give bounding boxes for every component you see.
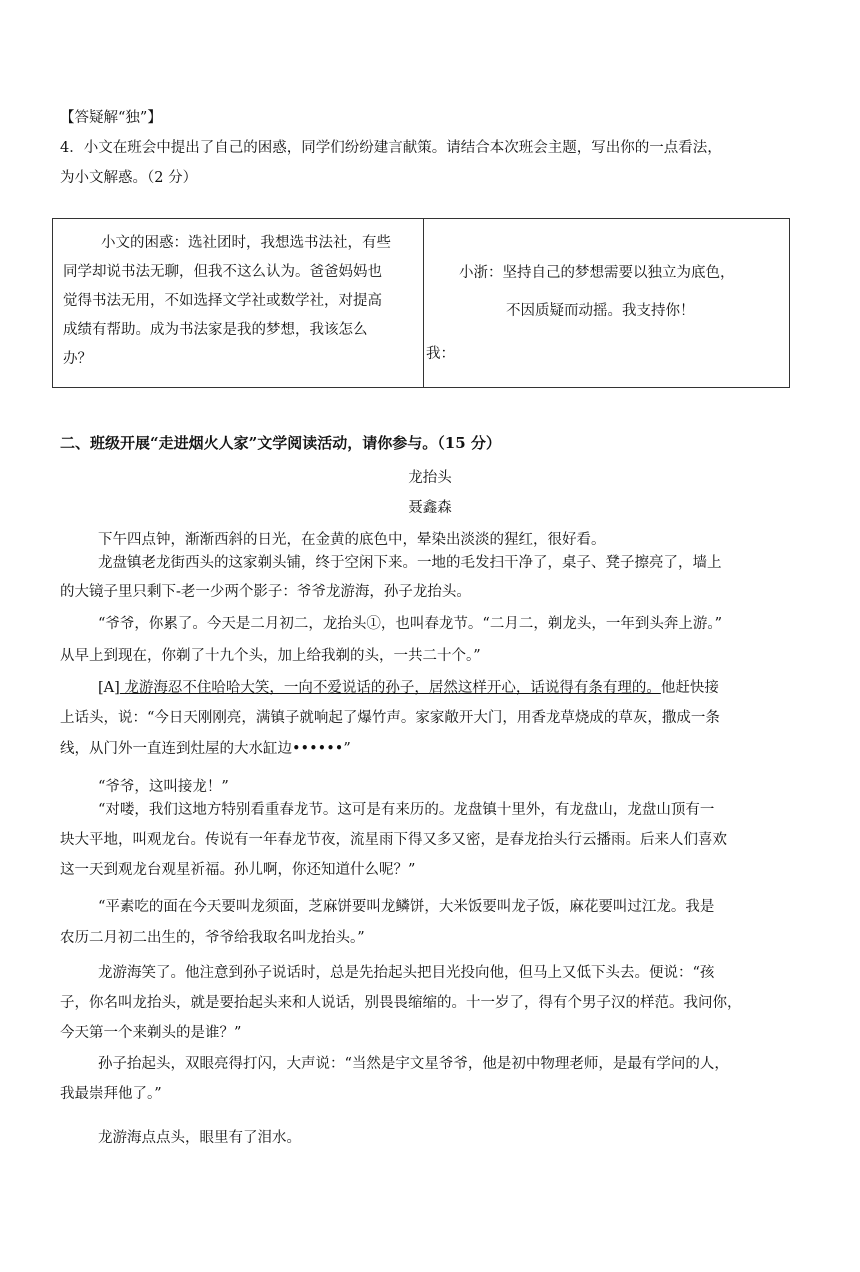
paragraph-line: “平素吃的面在今天要叫龙须面，芝麻饼要叫龙鳞饼，大米饭要叫龙子饭，麻花要叫过江龙。我是 [98, 899, 715, 915]
paragraph-line: 从早上到现在，你剃了十九个头，加上给我剃的头，一共二十个。” [60, 648, 481, 664]
paragraph-line: “爷爷，这叫接龙！” [98, 779, 229, 795]
paragraph-line: 这一天到观龙台观星祈福。孙儿啊，你还知道什么呢？” [60, 862, 416, 878]
underlined-sentence: 龙游海忍不住哈哈大笑，一向不爱说话的孙子，居然这样开心，话说得有条有理的。 [119, 680, 661, 696]
paragraph-line: 的大镜子里只剩下-老一少两个影子：爷爷龙游海，孙子龙抬头。 [60, 584, 471, 600]
confusion-line: 小文的困惑：选社团时，我想选书法社，有些 [101, 235, 391, 251]
response-line-2: 不因质疑而动摇。我支持你！ [506, 303, 695, 319]
paragraph-line: 块大平地，叫观龙台。传说有一年春龙节夜，流星雨下得又多又密，是春龙抬头行云播雨。后来人们喜欢 [60, 832, 727, 848]
answer-label: 我： [426, 346, 455, 362]
confusion-line: 办？ [63, 351, 92, 367]
paragraph-line: 我最崇拜他了。” [60, 1086, 162, 1102]
confusion-line: 成绩有帮助。成为书法家是我的梦想，我该怎么 [63, 322, 368, 338]
confusion-line: 同学却说书法无聊，但我不这么认为。爸爸妈妈也 [63, 264, 382, 280]
table-cell-confusion [63, 229, 415, 374]
sentence-continuation: 他赶快接 [660, 680, 719, 696]
paragraph-line: 子，你名叫龙抬头，就是要抬起头来和人说话，别畏畏缩缩的。十一岁了，得有个男子汉的样范。我问你， [60, 995, 742, 1011]
paragraph-line: 上话头，说：“今日天刚刚亮，满镇子就响起了爆竹声。家家敞开大门，用香龙草烧成的草灰，撒成一条 [60, 710, 720, 726]
question-line-2: 为小文解惑。（2 分） [60, 170, 198, 186]
story-title: 龙抬头 [408, 470, 452, 486]
paragraph-line: 农历二月初二出生的，爷爷给我取名叫龙抬头。” [60, 930, 365, 946]
qa-table [52, 218, 790, 388]
story-author: 聂鑫森 [408, 500, 452, 516]
paragraph-line: 今天第一个来剃头的是谁？” [60, 1025, 242, 1041]
paragraph-line: 龙游海点点头，眼里有了泪水。 [98, 1130, 301, 1146]
paragraph-line: “对喽，我们这地方特别看重春龙节。这可是有来历的。龙盘镇十里外，有龙盘山，龙盘山顶有一 [98, 802, 715, 818]
section-label: 【答疑解“独”】 [60, 110, 162, 126]
paragraph-line: 下午四点钟，渐渐西斜的日光，在金黄的底色中，晕染出淡淡的猩红，很好看。 [98, 532, 606, 548]
paragraph-line: 龙游海笑了。他注意到孙子说话时，总是先抬起头把目光投向他，但马上又低下头去。便说：“孩 [98, 965, 715, 981]
table-cell-response [424, 219, 790, 387]
response-line-1: 小浙：坚持自己的梦想需要以独立为底色， [459, 265, 735, 281]
paragraph-line: “爷爷，你累了。今天是二月初二，龙抬头①，也叫春龙节。“二月二，剃龙头，一年到头奔上游。” [98, 616, 722, 632]
annotation-marker: [A] [98, 680, 120, 696]
question-line-1: 4．小文在班会中提出了自己的困惑，同学们纷纷建言献策。请结合本次班会主题，写出你的一点看法， [60, 140, 722, 156]
section2-heading: 二、班级开展“走进烟火人家”文学阅读活动，请你参与。（15 分） [60, 434, 501, 452]
paragraph-line: 线，从门外一直连到灶屋的大水缸边••••••” [60, 741, 351, 757]
paragraph-line-annotated [98, 676, 719, 697]
paragraph-line: 孙子抬起头，双眼亮得打闪，大声说：“当然是宇文星爷爷，他是初中物理老师，是最有学问的人， [98, 1056, 729, 1072]
confusion-line: 觉得书法无用，不如选择文学社或数学社，对提高 [63, 293, 382, 309]
paragraph-line: 龙盘镇老龙街西头的这家剃头铺，终于空闲下来。一地的毛发扫干净了，桌子、凳子擦亮了，墙上 [98, 555, 722, 571]
